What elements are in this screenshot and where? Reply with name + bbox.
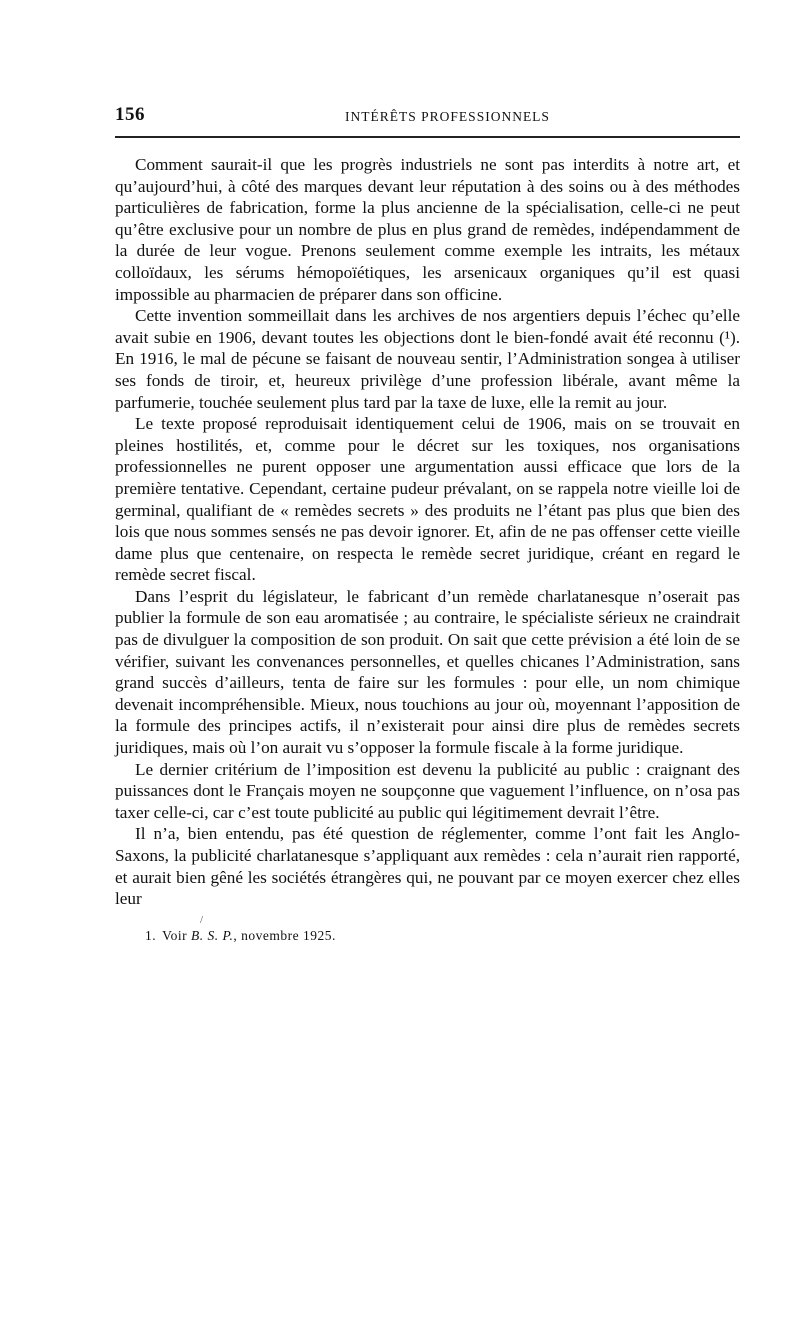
- footnote-separator: /: [200, 913, 204, 926]
- running-title: INTÉRÊTS PROFESSIONNELS: [345, 109, 550, 124]
- page-number: 156: [115, 104, 145, 125]
- paragraph-invention: Cette invention sommeillait dans les archives de nos argentiers depuis l’échec qu’elle avait subie en 1906, devant toutes les objections dont le bien-fondé avait été reconnu (¹). En 1916, le mal de pécune se faisant de nouveau sentir, l’Administration songea à utiliser ses fonds de tiroir, et, heureux privilège d’une profession libérale, avant même la parfumerie, touchée seulement plus tard par la taxe de luxe, elle la remit au jour.: [115, 306, 740, 412]
- paragraph-specialisation: Comment saurait-il que les progrès industriels ne sont pas interdits à notre art, et qu’aujourd’hui, à côté des marques devant leur réputation à des soins ou à des méthodes particulières de fabrication, forme la plus ancienne de la spécialisation, celle-ci ne peut qu’être exclusive pour un nombre de plus en plus grand de remèdes, indépendamment de la durée de leur vogue. Prenons seulement comme exemple les intraits, les métaux colloïdaux, les sérums hémopoïétiques, les arsenicaux organiques qu’il est quasi impossible au pharmacien de préparer dans son officine.: [115, 155, 740, 304]
- paragraph-reglementation: Il n’a, bien entendu, pas été question de réglementer, comme l’ont fait les Anglo-Saxons, la publicité charlatanesque s’appliquant aux remèdes : cela n’aurait rien rapporté, et aurait bien gêné les sociétés étrangères qui, ne pouvant par ce moyen exercer chez elles leur: [115, 824, 740, 909]
- body-text: [115, 154, 740, 910]
- footnote-reference: B. S. P.: [191, 927, 234, 943]
- paragraph-dernier-criterium: Le dernier critérium de l’imposition est devenu la publicité au public : craignant des puissances dont le Français moyen ne soupçonne que vaguement l’influence, on n’osa pas taxer celle-ci, car c’est toute publicité au public qui légitimement devrait l’être.: [115, 759, 740, 822]
- footnote: [115, 928, 740, 944]
- footnote-prefix: Voir: [162, 927, 188, 943]
- paragraph-esprit-legislateur: Dans l’esprit du législateur, le fabricant d’un remède charlatanesque n’oserait pas publier la formule de son eau aromatisée ; au contraire, le spécialiste sérieux ne craindrait pas de divulguer la composition de son produit. On sait que cette prévision a été loin de se vérifier, suivant les convenances personnelles, et quelles chicanes l’Administration, sans grand succès d’ailleurs, tenta de faire sur les formules : pour elle, un nom chimique devenait incompréhensible. Mieux, nous touchions au jour où, moyennant l’apposition de la formule des principes actifs, il n’existerait pour ainsi dire plus de remèdes secrets juridiques, mais où l’on aurait vu s’opposer la formule fiscale à la forme juridique.: [115, 586, 740, 758]
- footnote-suffix: , novembre 1925.: [233, 927, 336, 943]
- running-header: [115, 100, 740, 138]
- document-page: [115, 100, 740, 944]
- footnote-marker: 1.: [145, 927, 157, 943]
- paragraph-texte-propose: Le texte proposé reproduisait identiquement celui de 1906, mais on se trouvait en pleines hostilités, et, comme pour le décret sur les toxiques, nos organisations professionnelles ne purent opposer une argumentation aussi efficace que lors de la première tentative. Cependant, certaine pudeur prévalant, on se rappela notre vieille loi de germinal, qualifiant de « remèdes secrets » des produits ne l’étant pas plus que bien des lois que nous sommes sensés ne pas devoir ignorer. Et, afin de ne pas offenser cette vieille dame plus que centenaire, on respecta le remède secret juridique, créant en regard le remède secret fiscal.: [115, 414, 740, 585]
